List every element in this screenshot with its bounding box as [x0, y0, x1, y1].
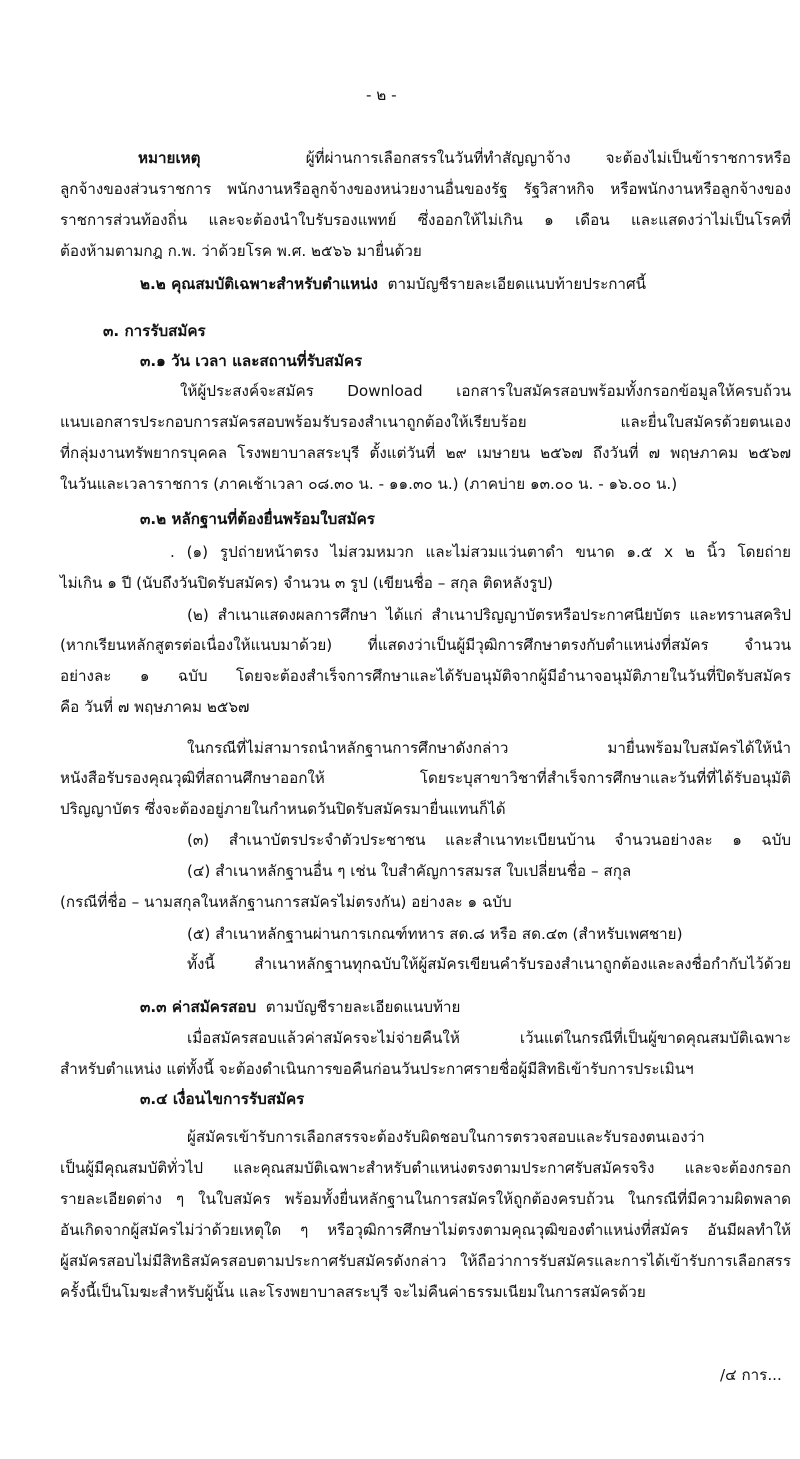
note-line-3: ราชการส่วนท้องถิ่น และจะต้องนำใบรับรองแพทย์ ซึ่งออกให้ไม่เกิน ๑ เดือน และแสดงว่าไม่เป็นโรคที่ — [60, 211, 791, 229]
item-2-line-3: อย่างละ ๑ ฉบับ โดยจะต้องสำเร็จการศึกษาและได้รับอนุมัติจากผู้มีอำนาจอนุมัติภายในวันที่ปิดรับสมัคร — [60, 667, 791, 685]
section-3-heading: ๓. การรับสมัคร — [103, 322, 206, 340]
alternative-line-1: ในกรณีที่ไม่สามารถนำหลักฐานการศึกษาดังกล่าว มายื่นพร้อมใบสมัครได้ให้นำ — [187, 739, 791, 757]
section-3-3-heading: ๓.๓ ค่าสมัครสอบ — [140, 998, 257, 1016]
section-3-1-line-2: แนบเอกสารประกอบการสมัครสอบพร้อมรับรองสำเนาถูกต้องให้เรียบร้อย และยื่นใบสมัครด้วยตนเอง — [60, 413, 791, 431]
section-3-4-line-3: รายละเอียดต่าง ๆ ในใบสมัคร พร้อมทั้งยื่นหลักฐานในการสมัครให้ถูกต้องครบถ้วน ในกรณีที่มีความผิดพลาด — [60, 1190, 791, 1208]
item-2-line-2: (หากเรียนหลักสูตรต่อเนื่องให้แนบมาด้วย) ที่แสดงว่าเป็นผู้มีวุฒิการศึกษาตรงกับตำแหน่งที่สมัคร จำนวน — [60, 636, 791, 654]
note-line-4: ต้องห้ามตามกฎ ก.พ. ว่าด้วยโรค พ.ศ. ๒๕๖๖ มายื่นด้วย — [60, 242, 422, 260]
section-2-2-text: ตามบัญชีรายละเอียดแนบท้ายประกาศนี้ — [387, 275, 646, 293]
section-3-2-closing: ทั้งนี้ สำเนาหลักฐานทุกฉบับให้ผู้สมัครเขียนคำรับรองสำเนาถูกต้องและลงชื่อกำกับไว้ด้วย — [187, 955, 791, 973]
section-3-4-line-4: อันเกิดจากผู้สมัครไม่ว่าด้วยเหตุใด ๆ หรือวุฒิการศึกษาไม่ตรงตามคุณวุฒิของตำแหน่งที่สมัคร อันมีผลทำให้ — [60, 1221, 791, 1239]
section-3-4-line-2: เป็นผู้มีคุณสมบัติทั่วไป และคุณสมบัติเฉพาะสำหรับตำแหน่งตรงตามประกาศรับสมัครจริง และจะต้องกรอก — [60, 1159, 791, 1177]
section-3-1-line-1: ให้ผู้ประสงค์จะสมัคร Download เอกสารใบสมัครสอบพร้อมทั้งกรอกข้อมูลให้ครบถ้วน — [180, 382, 791, 400]
item-4-line-1: (๔) สำเนาหลักฐานอื่น ๆ เช่น ใบสำคัญการสมรส ใบเปลี่ยนชื่อ – สกุล — [187, 862, 632, 880]
continuation-marker: /๔ การ... — [720, 1366, 782, 1384]
alternative-line-3: ปริญญาบัตร ซึ่งจะต้องอยู่ภายในกำหนดวันปิดรับสมัครมายื่นแทนก็ได้ — [60, 800, 506, 818]
section-3-1-line-4: ในวันและเวลาราชการ (ภาคเช้าเวลา ๐๘.๓๐ น. - ๑๑.๓๐ น.) (ภาคบ่าย ๑๓.๐๐ น. - ๑๖.๐๐ น.) — [60, 475, 678, 493]
section-3-1-line-3: ที่กลุ่มงานทรัพยากรบุคคล โรงพยาบาลสระบุรี ตั้งแต่วันที่ ๒๙ เมษายน ๒๕๖๗ ถึงวันที่ ๗ พฤษภาคม ๒๕๖๗ — [60, 444, 791, 462]
item-4-line-2: (กรณีที่ชื่อ – นามสกุลในหลักฐานการสมัครไม่ตรงกัน) อย่างละ ๑ ฉบับ — [60, 893, 512, 911]
item-5: (๕) สำเนาหลักฐานผ่านการเกณฑ์ทหาร สด.๘ หรือ สด.๔๓ (สำหรับเพศชาย) — [187, 925, 683, 943]
note-label: หมายเหตุ — [138, 149, 201, 167]
section-3-4-line-6: ครั้งนี้เป็นโมฆะสำหรับผู้นั้น และโรงพยาบาลสระบุรี จะไม่คืนค่าธรรมเนียมในการสมัครด้วย — [60, 1283, 646, 1301]
section-3-3-text: ตามบัญชีรายละเอียดแนบท้าย — [265, 998, 461, 1016]
item-3: (๓) สำเนาบัตรประจำตัวประชาชน และสำเนาทะเบียนบ้าน จำนวนอย่างละ ๑ ฉบับ — [187, 831, 791, 849]
section-3-4-line-1: ผู้สมัครเข้ารับการเลือกสรรจะต้องรับผิดชอบในการตรวจสอบและรับรองตนเองว่า — [187, 1128, 705, 1146]
item-2-line-1: (๒) สำเนาแสดงผลการศึกษา ได้แก่ สำเนาปริญญาบัตรหรือประกาศนียบัตร และทรานสคริป — [187, 606, 791, 624]
section-3-1-heading: ๓.๑ วัน เวลา และสถานที่รับสมัคร — [140, 352, 363, 370]
note-line-2: ลูกจ้างของส่วนราชการ พนักงานหรือลูกจ้างของหน่วยงานอื่นของรัฐ รัฐวิสาหกิจ หรือพนักงานหรือลูกจ้างของ — [60, 180, 791, 198]
section-3-3-line-1: เมื่อสมัครสอบแล้วค่าสมัครจะไม่จ่ายคืนให้ เว้นแต่ในกรณีที่เป็นผู้ขาดคุณสมบัติเฉพาะ — [187, 1029, 791, 1047]
section-3-3-line-2: สำหรับตำแหน่ง แต่ทั้งนี้ จะต้องดำเนินการขอคืนก่อนวันประกาศรายชื่อผู้มีสิทธิเข้ารับการประเมินฯ — [60, 1060, 694, 1078]
section-3-4-heading: ๓.๔ เงื่อนไขการรับสมัคร — [140, 1090, 305, 1108]
section-2-2-heading: ๒.๒ คุณสมบัติเฉพาะสำหรับตำแหน่ง — [140, 275, 378, 293]
page-number: - ๒ - — [366, 86, 397, 104]
section-3-4-line-5: ผู้สมัครสอบไม่มีสิทธิสมัครสอบตามประกาศรับสมัครดังกล่าว ให้ถือว่าการรับสมัครและการได้เข้ารับการเลือกสรร — [60, 1252, 791, 1270]
section-3-3 — [140, 996, 460, 1018]
note-text-1: ผู้ที่ผ่านการเลือกสรรในวันที่ทำสัญญาจ้าง จะต้องไม่เป็นข้าราชการหรือ — [305, 149, 791, 167]
section-2-2 — [140, 273, 646, 295]
alternative-line-2: หนังสือรับรองคุณวุฒิที่สถานศึกษาออกให้ โดยระบุสาขาวิชาที่สำเร็จการศึกษาและวันที่ที่ได้รับอนุมัติ — [60, 769, 791, 787]
item-1-line-1: . (๑) รูปถ่ายหน้าตรง ไม่สวมหมวก และไม่สวมแว่นตาดำ ขนาด ๑.๕ x ๒ นิ้ว โดยถ่าย — [170, 543, 791, 561]
item-1-line-2: ไม่เกิน ๑ ปี (นับถึงวันปิดรับสมัคร) จำนวน ๓ รูป (เขียนชื่อ – สกุล ติดหลังรูป) — [60, 574, 553, 592]
note-line-1 — [138, 147, 791, 169]
item-2-line-4: คือ วันที่ ๗ พฤษภาคม ๒๕๖๗ — [60, 698, 250, 716]
section-3-2-heading: ๓.๒ หลักฐานที่ต้องยื่นพร้อมใบสมัคร — [140, 510, 375, 528]
